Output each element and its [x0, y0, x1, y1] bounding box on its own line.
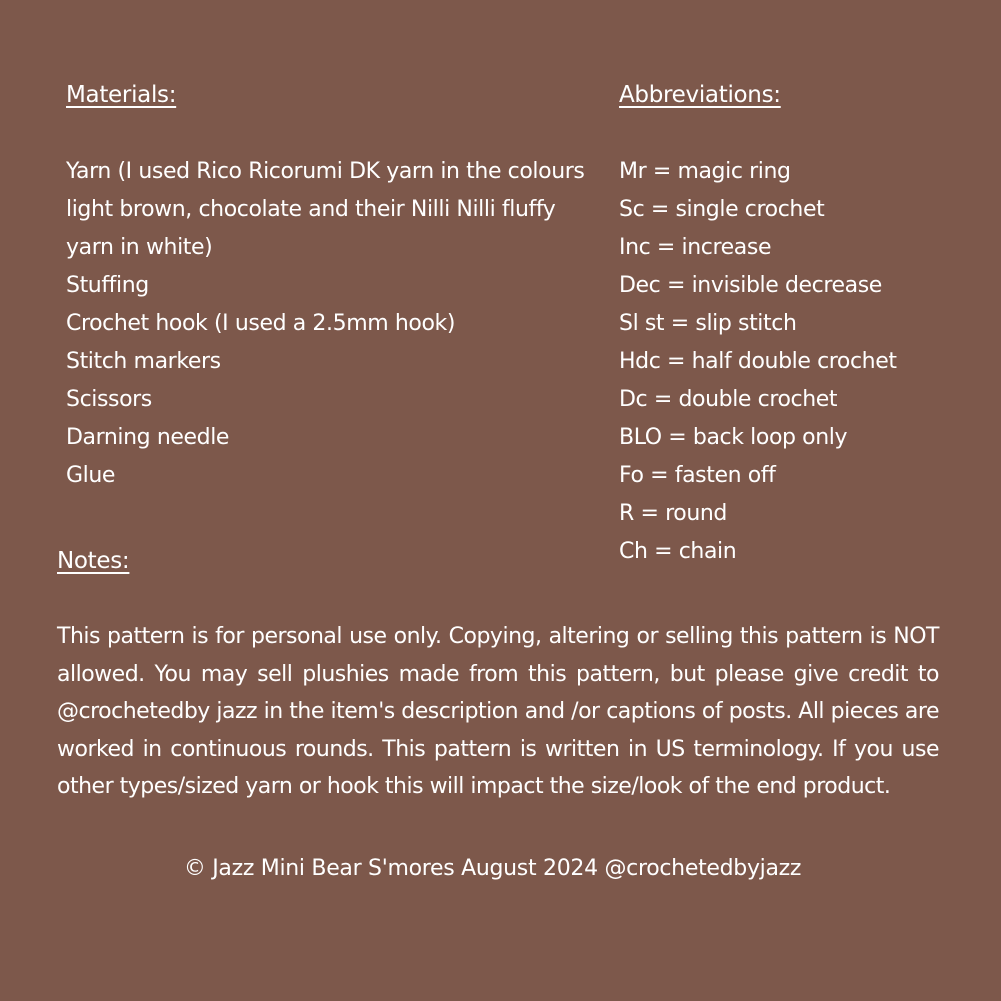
abbreviation-item: Fo = fasten off [619, 463, 776, 488]
abbreviation-item: Dec = invisible decrease [619, 273, 882, 298]
abbreviation-item: Mr = magic ring [619, 159, 791, 184]
materials-heading: Materials: [66, 82, 177, 108]
materials-item: Stuffing [66, 273, 149, 298]
notes-paragraph: This pattern is for personal use only. Copying, altering or selling this pattern is NOT allowed. You may sell plushies made from this pattern, but please give credit to @crochetedby jazz in the item's description and /or captions of posts. All pieces are worked in continuous rounds. This pattern is written in US terminology. If you use other types/sized yarn or hook this will impact the size/look of the end product. [57, 624, 939, 799]
materials-item: Stitch markers [66, 349, 221, 374]
notes-heading: Notes: [57, 548, 130, 574]
materials-item: Crochet hook (I used a 2.5mm hook) [66, 311, 456, 336]
materials-list [66, 153, 601, 495]
abbreviation-item: Sl st = slip stitch [619, 311, 797, 336]
abbreviation-item: Dc = double crochet [619, 387, 838, 412]
materials-item: Darning needle [66, 425, 230, 450]
abbreviation-item: Ch = chain [619, 539, 737, 564]
abbreviation-item: Hdc = half double crochet [619, 349, 897, 374]
materials-item: Scissors [66, 387, 152, 412]
abbreviations-heading: Abbreviations: [619, 82, 781, 108]
abbreviations-list [619, 153, 989, 571]
copyright-footer: © Jazz Mini Bear S'mores August 2024 @crochetedbyjazz [183, 856, 802, 881]
abbreviation-item: R = round [619, 501, 727, 526]
abbreviation-item: Inc = increase [619, 235, 772, 260]
materials-item: Yarn (I used Rico Ricorumi DK yarn in the colours light brown, chocolate and their Nilli Nilli fluffy yarn in white) [66, 159, 585, 260]
abbreviation-item: Sc = single crochet [619, 197, 825, 222]
materials-item: Glue [66, 463, 116, 488]
abbreviation-item: BLO = back loop only [619, 425, 848, 450]
